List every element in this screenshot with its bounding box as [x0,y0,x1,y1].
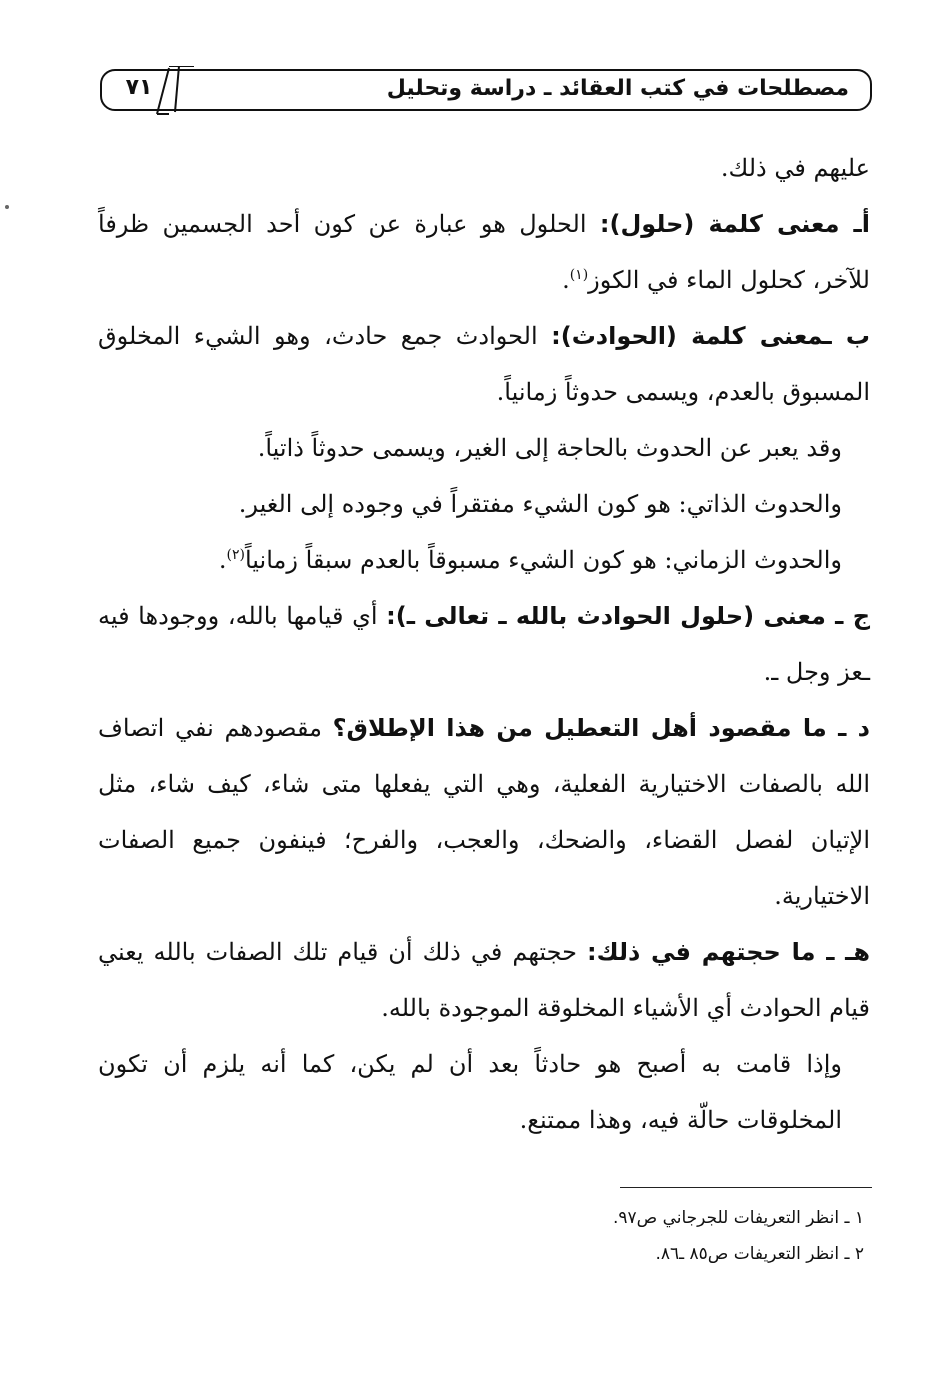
paragraph-temporal-definition: والحدوث الزماني: هو كون الشيء مسبوقاً بالعدم سبقاً زمانياً$^{(٢)}$. [218,546,842,574]
header-title: مصطلحات في كتب العقائد ـ دراسة وتحليل [386,76,849,101]
footnotes [98,1200,870,1272]
paragraph-hulul-hawadith [98,588,870,700]
running-header [99,66,873,116]
answer-ta3til: مقصودهم نفي اتصاف الله بالصفات الاختيارية الفعلية، وهي التي يفعلها متى شاء، كيف شاء، مثل الإتيان لفصل القضاء، والضحك، والعجب، والفرح؛ فينفون جميع الصفات الاختيارية. [98,714,870,910]
footnote-ref-1: (١) [569,267,589,283]
definition-hulul-hawadith: أي قيامها بالله، ووجودها فيه ـعز وجل ـ. [98,602,870,686]
essential-definition-text: والحدوث الذاتي: هو كون الشيء مفتقراً في وجوده إلى الغير. [238,490,842,518]
footnote-1: ١ ـ انظر التعريفات للجرجاني ص٩٧. [612,1208,864,1228]
footnote-ref-2: (٢) [226,547,245,563]
paragraph-ta3til [98,700,870,924]
answer-argument: حجتهم في ذلك أن قيام تلك الصفات بالله يعني قيام الحوادث أي الأشياء المخلوقة الموجودة بالله. [98,938,870,1022]
paragraph-hulul: أـ معنى كلمة (حلول): الحلول هو عبارة عن كون أحد الجسمين ظرفاً للآخر، كحلول الماء في الكوز$^{(١)}$. [98,210,870,294]
scan-speck [5,205,9,209]
footnote-2: ٢ ـ انظر التعريفات ص٨٥ ـ٨٦. [655,1244,864,1264]
question-heading-ta3til: د ـ ما مقصود أهل التعطيل من هذا الإطلاق؟ [332,714,870,742]
paragraph-conclusion [98,1036,870,1148]
definition-hulul: الحلول هو عبارة عن كون أحد الجسمين ظرفاً للآخر، كحلول الماء في الكوز [98,210,870,294]
main-text [98,140,870,1148]
term-heading-hulul-hawadith: ج ـ معنى (حلول الحوادث بالله ـ تعالى ـ): [386,602,870,630]
paragraph-essential-origination [98,420,870,476]
conclusion-text: وإذا قامت به أصبح هو حادثاً بعد أن لم يكن، كما أنه يلزم أن تكون المخلوقات حالّة فيه، وهذا ممتنع. [98,1050,842,1134]
paragraph-continuation [98,140,870,196]
definition-hawadith: الحوادث جمع حادث، وهو الشيء المخلوق المسبوق بالعدم، ويسمى حدوثاً زمانياً. [98,322,870,406]
continuation-text: عليهم في ذلك. [720,154,870,182]
paragraph-argument [98,924,870,1036]
temporal-definition-text: والحدوث الزماني: هو كون الشيء مسبوقاً بالعدم سبقاً زمانياً [244,546,842,574]
paragraph-hawadith [98,308,870,420]
term-heading-hulul: أـ معنى كلمة (حلول): [599,210,870,238]
footnote-divider [620,1187,872,1188]
essential-origination-text: وقد يعبر عن الحدوث بالحاجة إلى الغير، ويسمى حدوثاً ذاتياً. [257,434,842,462]
paragraph-essential-definition [98,476,870,532]
page-number: ٧١ [125,75,153,100]
term-heading-hawadith: ب ـمعنى كلمة (الحوادث): [551,322,871,350]
question-heading-argument: هـ ـ ما حجتهم في ذلك: [587,938,870,966]
